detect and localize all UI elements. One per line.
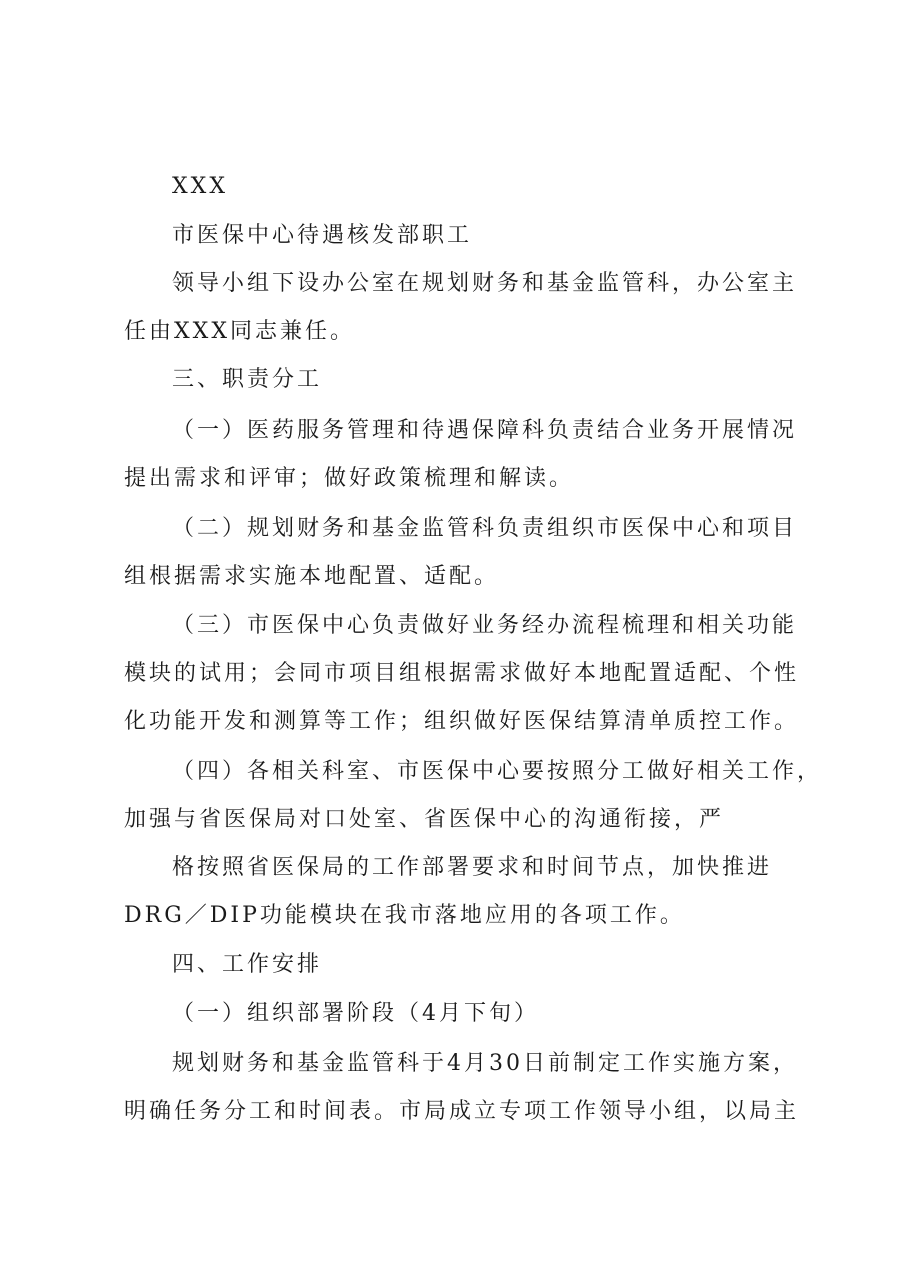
paragraph-xxx: XXX [172, 174, 228, 199]
paragraph-office-line-1: 领导小组下设办公室在规划财务和基金监管科，办公室主 [172, 271, 798, 296]
section-heading-3: 三、职责分工 [172, 367, 323, 392]
duty-3-line-3: 化功能开发和测算等工作；组织做好医保结算清单质控工作。 [124, 709, 800, 734]
paragraph-office-line-2: 任由XXX同志兼任。 [124, 319, 355, 344]
duty-1-line-1: （一）医药服务管理和待遇保障科负责结合业务开展情况 [172, 418, 798, 443]
duty-3-line-2: 模块的试用；会同市项目组根据需求做好本地配置适配、个性 [124, 661, 800, 686]
duty-4-line-1: （四）各相关科室、市医保中心要按照分工做好相关工作， [172, 759, 823, 784]
paragraph-center-staff: 市医保中心待遇核发部职工 [172, 223, 473, 248]
phase-1-line-1: 规划财务和基金监管科于4月30日前制定工作实施方案， [172, 1051, 798, 1076]
duty-1-line-2: 提出需求和评审；做好政策梳理和解读。 [124, 466, 575, 491]
section-heading-4: 四、工作安排 [172, 952, 323, 977]
duty-3-line-1: （三）市医保中心负责做好业务经办流程梳理和相关功能 [172, 613, 798, 638]
phase-1-heading: （一）组织部署阶段（4月下旬） [172, 1001, 539, 1026]
duty-4-line-3: 格按照省医保局的工作部署要求和时间节点，加快推进 [172, 855, 773, 880]
duty-4-line-4: DRG／DIP功能模块在我市落地应用的各项工作。 [124, 903, 685, 928]
duty-2-line-2: 组根据需求实施本地配置、适配。 [124, 564, 500, 589]
duty-2-line-1: （二）规划财务和基金监管科负责组织市医保中心和项目 [172, 516, 798, 541]
phase-1-line-2: 明确任务分工和时间表。市局成立专项工作领导小组，以局主 [124, 1099, 800, 1124]
duty-4-line-2: 加强与省医保局对口处室、省医保中心的沟通衔接，严 [124, 807, 725, 832]
